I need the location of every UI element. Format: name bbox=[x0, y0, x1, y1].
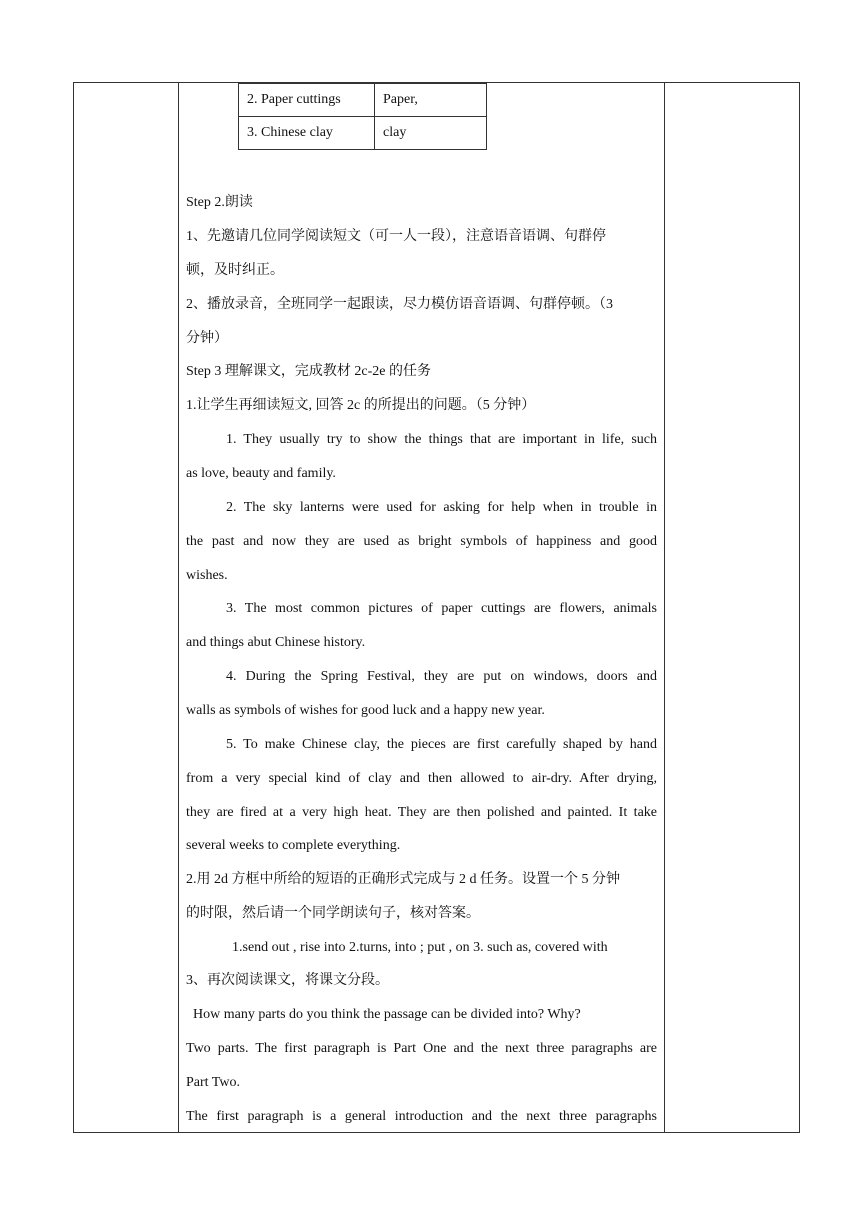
answer-line: The first paragraph is a general introduction and the next three paragraphs bbox=[186, 1109, 657, 1124]
answer-key-line: 1.send out , rise into 2.turns, into ; put , on 3. such as, covered with bbox=[232, 940, 608, 955]
answer-line: Two parts. The first paragraph is Part One and the next three paragraphs are bbox=[186, 1041, 657, 1056]
table-cell-material: clay bbox=[375, 117, 487, 150]
table-cell-material: Paper, bbox=[375, 84, 487, 117]
answer-line: wishes. bbox=[186, 568, 228, 583]
answer-line: from a very special kind of clay and then allowed to air-dry. After drying, bbox=[186, 771, 657, 786]
answer-line: 4. During the Spring Festival, they are put on windows, doors and bbox=[226, 669, 657, 684]
answer-line: and things abut Chinese history. bbox=[186, 635, 366, 650]
answer-line: as love, beauty and family. bbox=[186, 466, 336, 481]
text-line: 顿，及时纠正。 bbox=[186, 263, 284, 278]
step2-heading: Step 2.朗读 bbox=[186, 195, 253, 210]
answer-line: they are fired at a very high heat. They are then polished and painted. It take bbox=[186, 805, 657, 820]
table-cell-item: 3. Chinese clay bbox=[239, 117, 375, 150]
answer-line: several weeks to complete everything. bbox=[186, 838, 401, 853]
answer-line: 2. The sky lanterns were used for asking for help when in trouble in bbox=[226, 500, 657, 515]
step3-heading: Step 3 理解课文，完成教材 2c-2e 的任务 bbox=[186, 364, 431, 379]
answer-line: Part Two. bbox=[186, 1075, 240, 1090]
text-line: 2.用 2d 方框中所给的短语的正确形式完成与 2 d 任务。设置一个 5 分钟 bbox=[186, 872, 620, 887]
table-row bbox=[239, 117, 487, 150]
column-divider-left bbox=[178, 83, 179, 1132]
answer-line: 1. They usually try to show the things that are important in life, such bbox=[226, 432, 657, 447]
text-line: 3、再次阅读课文，将课文分段。 bbox=[186, 973, 389, 988]
text-line: 1、先邀请几位同学阅读短文（可一人一段），注意语音语调、句群停 bbox=[186, 229, 606, 244]
question-line: How many parts do you think the passage can be divided into? Why? bbox=[193, 1007, 581, 1022]
column-divider-right bbox=[664, 83, 665, 1132]
table-cell-item: 2. Paper cuttings bbox=[239, 84, 375, 117]
text-line: 的时限，然后请一个同学朗读句子，核对答案。 bbox=[186, 906, 480, 921]
text-line: 分钟） bbox=[186, 331, 228, 346]
answer-line: 5. To make Chinese clay, the pieces are first carefully shaped by hand bbox=[226, 737, 657, 752]
text-line: 1.让学生再细读短文, 回答 2c 的所提出的问题。（5 分钟） bbox=[186, 398, 536, 413]
answer-line: walls as symbols of wishes for good luck and a happy new year. bbox=[186, 703, 545, 718]
answer-line: the past and now they are used as bright symbols of happiness and good bbox=[186, 534, 657, 549]
table-row bbox=[239, 84, 487, 117]
answer-line: 3. The most common pictures of paper cuttings are flowers, animals bbox=[226, 601, 657, 616]
text-line: 2、播放录音，全班同学一起跟读，尽力模仿语音语调、句群停顿。（3 bbox=[186, 297, 613, 312]
materials-table bbox=[238, 83, 487, 150]
